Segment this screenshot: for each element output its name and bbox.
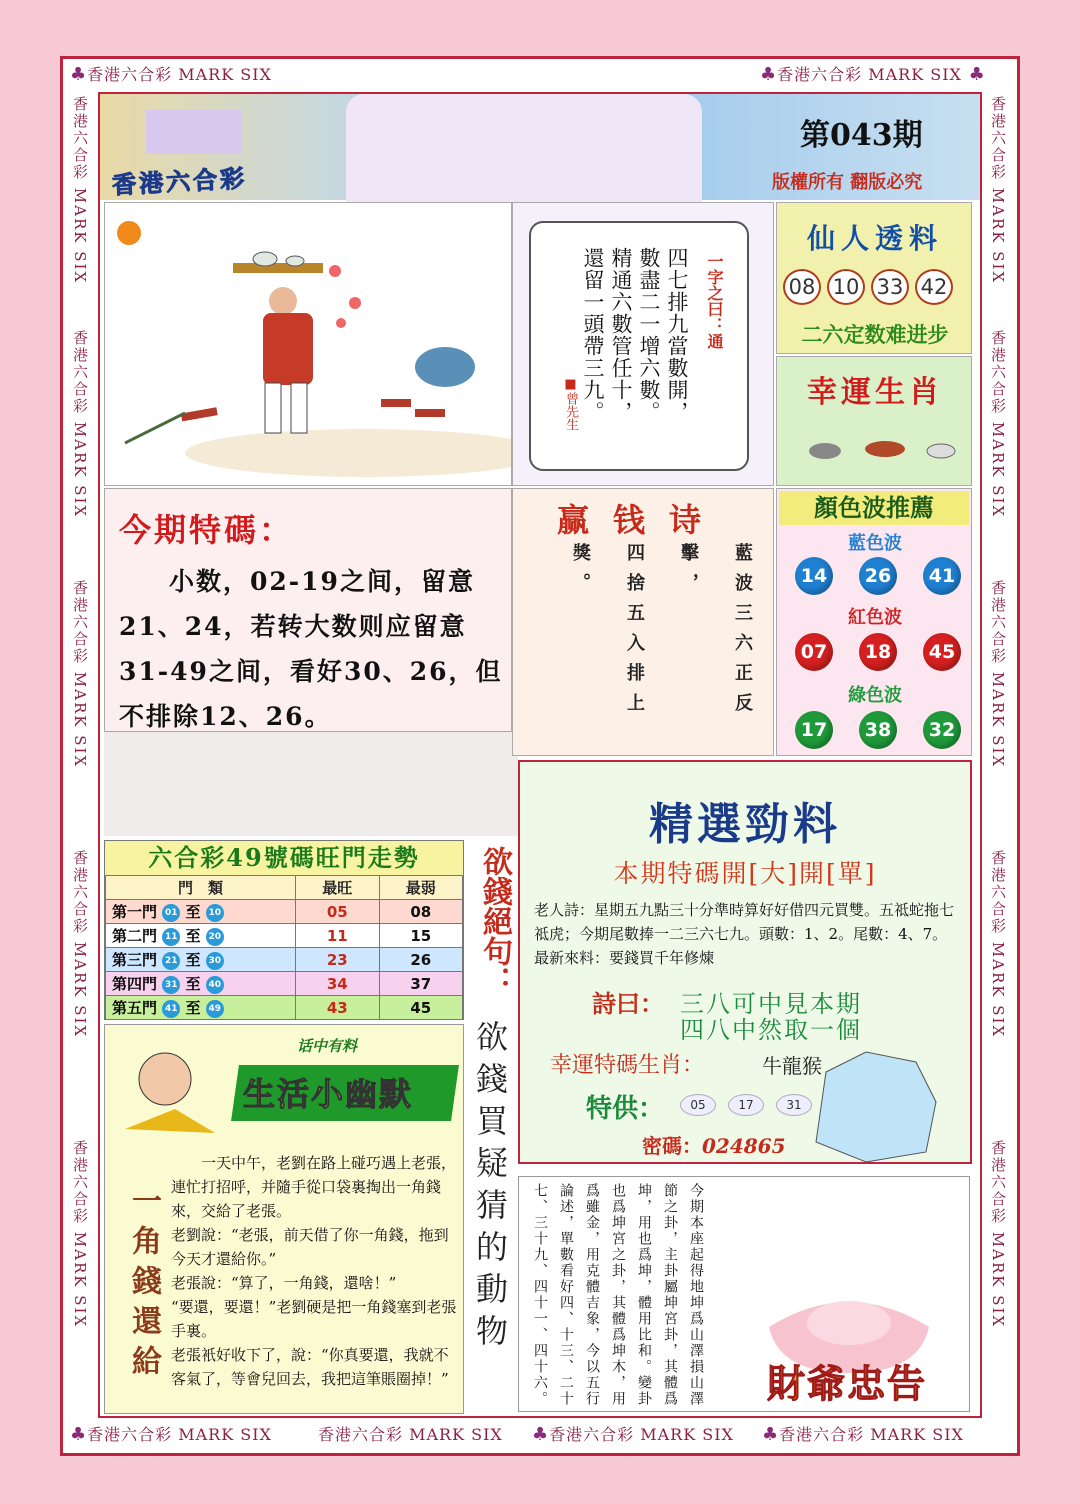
advice-panel: [518, 1176, 970, 1412]
green-ball: 38: [859, 711, 897, 749]
wave-name-blue: 藍色波: [848, 533, 902, 554]
xianren-numbers: [783, 269, 953, 305]
riddle-column: [466, 840, 514, 1412]
poem-lines: 藍波三六正反擊， 四捨五入排上獎。: [570, 543, 753, 723]
max-cell: 43: [296, 996, 380, 1020]
scroll-panel: [512, 202, 774, 486]
red-ball: 18: [859, 633, 897, 671]
range-ball: 20: [206, 928, 224, 946]
door-cell: 第三門 21 至 30: [106, 948, 296, 972]
mark-bottom-3: ♣香港六合彩 MARK SIX: [532, 1424, 734, 1445]
door-cell: 第二門 11 至 20: [106, 924, 296, 948]
mark-left-5: 香港六合彩 MARK SIX: [71, 1140, 89, 1329]
illustration-panel: [104, 202, 512, 486]
table-row: [106, 948, 463, 972]
special-numbers: [680, 1094, 812, 1116]
number-ball: 33: [871, 269, 909, 305]
header-max: 最旺: [296, 876, 380, 900]
range-ball: 01: [162, 904, 180, 922]
trend-table: [105, 875, 463, 1020]
color-wave-title: 顏色波推薦: [779, 491, 969, 525]
blue-ball: 41: [923, 557, 961, 595]
trend-table-title: 六合彩49號碼旺門走勢: [105, 841, 463, 875]
scroll-side-title: 一字之曰：通: [705, 253, 724, 349]
min-cell: 45: [379, 996, 463, 1020]
table-header-row: [106, 876, 463, 900]
table-row: [106, 996, 463, 1020]
tema-panel: [104, 488, 512, 732]
door-cell: 第五門 41 至 49: [106, 996, 296, 1020]
special-ball: 05: [680, 1094, 716, 1116]
mark-top-right: ♣香港六合彩 MARK SIX ♣: [760, 64, 986, 85]
range-ball: 49: [206, 1000, 224, 1018]
door-cell: 第四門 31 至 40: [106, 972, 296, 996]
header-min: 最弱: [379, 876, 463, 900]
advice-title: 財爺忠告: [767, 1361, 928, 1406]
advice-text: 今期本座起得地坤爲山澤損山澤節之卦，主卦屬坤宮卦，其體爲坤，用也爲坤，體用比和。變卦也爲坤宮之卦，其體爲坤木，用爲雖金，用克體吉象，今以五行論述，單數看好四、十三、二十七、三十九、四十一、四十六。: [532, 1183, 704, 1407]
scroll-author: ■曾先生: [563, 377, 578, 431]
humor-panel: [104, 1024, 464, 1414]
range-ball: 30: [206, 952, 224, 970]
scroll-poem: 四七排九當數開， 數盡二一增六數。 精通六數管任十， 還留一頭帶三九。: [581, 247, 689, 423]
min-cell: 26: [379, 948, 463, 972]
juggler-illustration: [105, 203, 511, 485]
humor-top: 话中有料: [297, 1037, 358, 1055]
blue-ball: 14: [795, 557, 833, 595]
zodiac-value: 牛龍猴: [762, 1054, 822, 1078]
mark-bottom-4: ♣香港六合彩 MARK SIX: [762, 1424, 964, 1445]
max-cell: 11: [296, 924, 380, 948]
zodiac-animals-icon: [801, 431, 961, 471]
max-cell: 23: [296, 948, 380, 972]
mark-right-1: 香港六合彩 MARK SIX: [989, 96, 1007, 285]
wave-balls-red: [795, 633, 961, 671]
rainbow-logo-icon: [117, 221, 141, 245]
lucky-panel: [776, 356, 972, 486]
jingxuan-panel: [518, 760, 972, 1164]
table-row: [106, 924, 463, 948]
range-ball: 40: [206, 976, 224, 994]
min-cell: 08: [379, 900, 463, 924]
lucky-title: 幸運生肖: [807, 375, 943, 410]
red-ball: 07: [795, 633, 833, 671]
mark-right-4: 香港六合彩 MARK SIX: [989, 850, 1007, 1039]
range-ball: 31: [162, 976, 180, 994]
min-cell: 15: [379, 924, 463, 948]
humor-title: 生活小幽默: [243, 1075, 414, 1113]
poem-label: 詩曰：: [592, 989, 664, 1018]
door-cell: 第一門 01 至 10: [106, 900, 296, 924]
mark-right-3: 香港六合彩 MARK SIX: [989, 580, 1007, 769]
xianren-title: 仙人透料: [806, 222, 943, 255]
number-ball: 10: [827, 269, 865, 305]
blurred-strip: [104, 732, 518, 836]
color-wave-panel: [776, 488, 972, 756]
mark-left-2: 香港六合彩 MARK SIX: [71, 330, 89, 519]
poem-title: 赢 钱 诗: [557, 501, 702, 539]
range-ball: 21: [162, 952, 180, 970]
tema-text: 小数，02-19之间，留意21、24，若转大数则应留意31-49之间，看好30、26，但不排除12、26。: [119, 567, 503, 731]
header-door: 門 類: [106, 876, 296, 900]
mark-bottom-1: ♣香港六合彩 MARK SIX: [70, 1424, 272, 1445]
xianren-note: 二六定数难进步: [801, 322, 949, 347]
wave-balls-green: [795, 711, 961, 749]
poem-line-2: 四八中然取一個: [680, 1016, 862, 1044]
poem-panel: [512, 488, 774, 756]
max-cell: 34: [296, 972, 380, 996]
tema-title: 今期特碼：: [119, 511, 295, 549]
riddle-text: 欲錢買疑猜的動物: [471, 1020, 509, 1356]
blurred-patch: [146, 110, 242, 154]
min-cell: 37: [379, 972, 463, 996]
number-ball: 42: [915, 269, 953, 305]
mark-right-2: 香港六合彩 MARK SIX: [989, 330, 1007, 519]
mark-right-5: 香港六合彩 MARK SIX: [989, 1140, 1007, 1329]
range-ball: 11: [162, 928, 180, 946]
wave-balls-blue: [795, 557, 961, 595]
old-man-icon: [115, 1039, 225, 1139]
jingxuan-p1: 老人詩：星期五九點三十分準時算好好借四元買雙。五祗蛇拖七祗虎；今期尾數捧一二三六七九。頭數：1、2。尾數：4、7。最新來料：要錢買千年修煉: [534, 901, 955, 967]
code-line: 密碼：024865: [642, 1134, 786, 1158]
max-cell: 05: [296, 900, 380, 924]
issue-number: 第043期: [800, 118, 923, 153]
special-label: 特供：: [586, 1094, 665, 1124]
range-ball: 10: [206, 904, 224, 922]
header-brand: 香港六合彩: [111, 163, 248, 200]
copyright-text: 版權所有 翻版必究: [772, 172, 923, 193]
special-ball: 31: [776, 1094, 812, 1116]
zodiac-label: 幸運特碼生肖：: [550, 1053, 705, 1078]
green-ball: 17: [795, 711, 833, 749]
mark-left-4: 香港六合彩 MARK SIX: [71, 850, 89, 1039]
xianren-panel: [776, 202, 972, 354]
poem-line-1: 三八可中見本期: [680, 990, 862, 1018]
riddle-label: 欲錢絕句：: [477, 846, 512, 996]
mark-left-1: 香港六合彩 MARK SIX: [71, 96, 89, 285]
blue-ball: 26: [859, 557, 897, 595]
green-ball: 32: [923, 711, 961, 749]
mark-left-3: 香港六合彩 MARK SIX: [71, 580, 89, 769]
wave-name-green: 綠色波: [848, 685, 902, 706]
humor-text: 一天中午，老劉在路上碰巧遇上老張，連忙打招呼，并隨手從口袋裏掏出一角錢來，交給了老張。 老劉說：“老張，前天借了你一角錢，拖到今天才還給你。” 老張說：“算了，一角錢，還啥！” “要還，要還！”老劉硬是把一角錢塞到老張手裏。 老張衹好收下了，說：“你真要還，我就不客氣了，等會兒回去，我把這筆賬圈掉！”: [171, 1154, 457, 1388]
map-shape-icon: [806, 1042, 946, 1164]
special-ball: 17: [728, 1094, 764, 1116]
number-ball: 08: [783, 269, 821, 305]
table-row: [106, 972, 463, 996]
mark-top-left: ♣香港六合彩 MARK SIX: [70, 64, 272, 85]
humor-side: 一角錢還給: [126, 1185, 161, 1385]
table-row: [106, 900, 463, 924]
red-ball: 45: [923, 633, 961, 671]
range-ball: 41: [162, 1000, 180, 1018]
wave-name-red: 紅色波: [848, 607, 902, 628]
jingxuan-title: 精選勁料: [649, 799, 841, 850]
trend-table-panel: [104, 840, 464, 1020]
jingxuan-sub: 本期特碼開[大]開[單]: [613, 859, 877, 888]
mark-bottom-2: 香港六合彩 MARK SIX: [318, 1425, 503, 1444]
